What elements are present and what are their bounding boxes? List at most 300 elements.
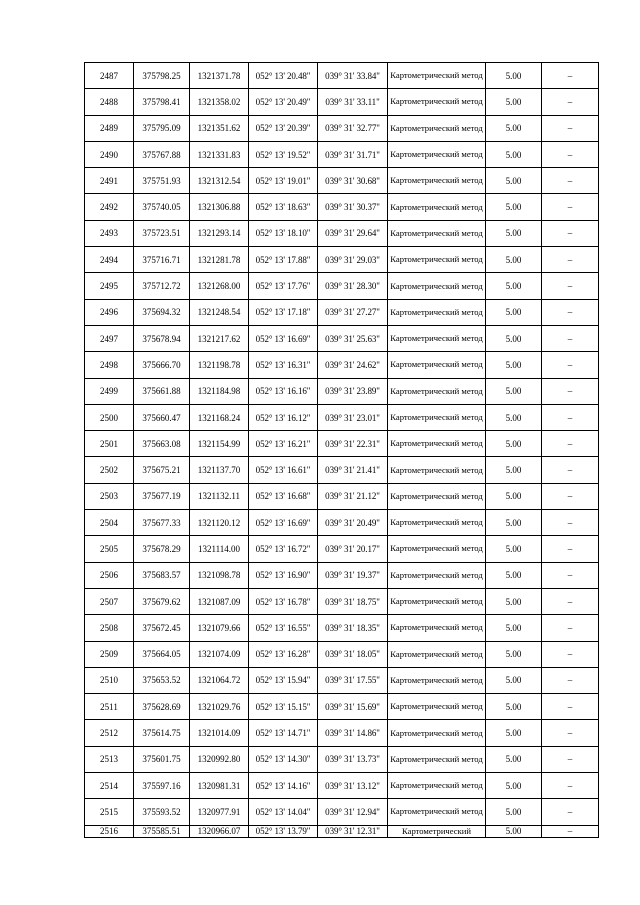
method-cell	[388, 325, 486, 351]
y-coordinate-cell: 1321168.24	[190, 404, 249, 430]
y-coordinate-cell: 1321014.09	[190, 720, 249, 746]
note-cell: –	[542, 299, 599, 325]
method-text: Картометрический метод	[390, 596, 483, 607]
x-coordinate-cell: 375653.52	[134, 667, 190, 693]
y-coordinate-cell: 1321114.00	[190, 536, 249, 562]
y-coordinate-cell: 1321074.09	[190, 641, 249, 667]
point-number-cell: 2492	[85, 194, 134, 220]
x-coordinate-cell: 375751.93	[134, 168, 190, 194]
longitude-cell: 039° 31' 15.69"	[318, 694, 388, 720]
longitude-cell: 039° 31' 19.37"	[318, 562, 388, 588]
point-number-cell: 2491	[85, 168, 134, 194]
method-cell	[388, 588, 486, 614]
table-row	[85, 220, 599, 246]
point-number-cell: 2504	[85, 510, 134, 536]
note-cell: –	[542, 615, 599, 641]
method-text: Картометрический метод	[390, 543, 483, 554]
x-coordinate-cell: 375795.09	[134, 115, 190, 141]
latitude-cell: 052° 13' 15.15"	[249, 694, 318, 720]
latitude-cell: 052° 13' 14.16"	[249, 773, 318, 799]
x-coordinate-cell: 375723.51	[134, 220, 190, 246]
longitude-cell: 039° 31' 14.86"	[318, 720, 388, 746]
table-row	[85, 694, 599, 720]
latitude-cell: 052° 13' 16.69"	[249, 325, 318, 351]
y-coordinate-cell: 1321079.66	[190, 615, 249, 641]
method-text: Картометрический метод	[390, 517, 483, 528]
point-number-cell: 2494	[85, 247, 134, 273]
note-cell: –	[542, 641, 599, 667]
table-row	[85, 404, 599, 430]
latitude-cell: 052° 13' 16.78"	[249, 588, 318, 614]
method-text: Картометрический метод	[390, 70, 483, 81]
note-cell: –	[542, 667, 599, 693]
point-number-cell: 2487	[85, 63, 134, 89]
table-row	[85, 194, 599, 220]
accuracy-cell: 5.00	[486, 89, 542, 115]
method-text: Картометрический метод	[390, 227, 483, 238]
method-text: Картометрический метод	[390, 149, 483, 160]
method-cell	[388, 220, 486, 246]
accuracy-cell: 5.00	[486, 536, 542, 562]
method-cell	[388, 273, 486, 299]
y-coordinate-cell: 1320992.80	[190, 746, 249, 772]
latitude-cell: 052° 13' 16.68"	[249, 483, 318, 509]
latitude-cell: 052° 13' 14.04"	[249, 799, 318, 825]
table-row	[85, 615, 599, 641]
y-coordinate-cell: 1321248.54	[190, 299, 249, 325]
latitude-cell: 052° 13' 19.01"	[249, 168, 318, 194]
method-text: Картометрический метод	[390, 333, 483, 344]
point-number-cell: 2500	[85, 404, 134, 430]
y-coordinate-cell: 1321351.62	[190, 115, 249, 141]
y-coordinate-cell: 1320966.07	[190, 825, 249, 837]
latitude-cell: 052° 13' 16.16"	[249, 378, 318, 404]
table-row	[85, 588, 599, 614]
accuracy-cell: 5.00	[486, 773, 542, 799]
method-cell	[388, 404, 486, 430]
method-text: Картометрический метод	[390, 464, 483, 475]
note-cell: –	[542, 536, 599, 562]
note-cell: –	[542, 825, 599, 837]
accuracy-cell: 5.00	[486, 720, 542, 746]
note-cell: –	[542, 194, 599, 220]
longitude-cell: 039° 31' 30.37"	[318, 194, 388, 220]
x-coordinate-cell: 375593.52	[134, 799, 190, 825]
accuracy-cell: 5.00	[486, 562, 542, 588]
method-cell	[388, 483, 486, 509]
accuracy-cell: 5.00	[486, 799, 542, 825]
note-cell: –	[542, 773, 599, 799]
latitude-cell: 052° 13' 20.49"	[249, 89, 318, 115]
longitude-cell: 039° 31' 33.11"	[318, 89, 388, 115]
method-text: Картометрический метод	[390, 385, 483, 396]
longitude-cell: 039° 31' 32.77"	[318, 115, 388, 141]
x-coordinate-cell: 375663.08	[134, 431, 190, 457]
longitude-cell: 039° 31' 23.89"	[318, 378, 388, 404]
x-coordinate-cell: 375628.69	[134, 694, 190, 720]
x-coordinate-cell: 375597.16	[134, 773, 190, 799]
y-coordinate-cell: 1321268.00	[190, 273, 249, 299]
method-cell	[388, 720, 486, 746]
y-coordinate-cell: 1321137.70	[190, 457, 249, 483]
latitude-cell: 052° 13' 13.79"	[249, 825, 318, 837]
note-cell: –	[542, 562, 599, 588]
latitude-cell: 052° 13' 16.72"	[249, 536, 318, 562]
method-text: Картометрический метод	[390, 727, 483, 738]
y-coordinate-cell: 1321120.12	[190, 510, 249, 536]
accuracy-cell: 5.00	[486, 378, 542, 404]
method-text: Картометрический метод	[390, 701, 483, 712]
method-cell	[388, 141, 486, 167]
y-coordinate-cell: 1320981.31	[190, 773, 249, 799]
method-text: Картометрический метод	[390, 569, 483, 580]
note-cell: –	[542, 720, 599, 746]
method-text: Картометрический метод	[390, 490, 483, 501]
accuracy-cell: 5.00	[486, 220, 542, 246]
method-cell	[388, 299, 486, 325]
table-row	[85, 562, 599, 588]
longitude-cell: 039° 31' 18.35"	[318, 615, 388, 641]
note-cell: –	[542, 115, 599, 141]
latitude-cell: 052° 13' 16.31"	[249, 352, 318, 378]
x-coordinate-cell: 375664.05	[134, 641, 190, 667]
x-coordinate-cell: 375677.19	[134, 483, 190, 509]
note-cell: –	[542, 378, 599, 404]
latitude-cell: 052° 13' 14.71"	[249, 720, 318, 746]
longitude-cell: 039° 31' 21.12"	[318, 483, 388, 509]
longitude-cell: 039° 31' 29.64"	[318, 220, 388, 246]
table-row	[85, 773, 599, 799]
method-text: Картометрический метод	[390, 806, 483, 817]
y-coordinate-cell: 1321306.88	[190, 194, 249, 220]
method-text: Картометрический метод	[390, 175, 483, 186]
latitude-cell: 052° 13' 16.90"	[249, 562, 318, 588]
method-cell	[388, 825, 486, 837]
method-text: Картометрический метод	[390, 780, 483, 791]
longitude-cell: 039° 31' 12.31"	[318, 825, 388, 837]
point-number-cell: 2496	[85, 299, 134, 325]
longitude-cell: 039° 31' 20.49"	[318, 510, 388, 536]
point-number-cell: 2488	[85, 89, 134, 115]
method-text: Картометрический метод	[390, 674, 483, 685]
y-coordinate-cell: 1321293.14	[190, 220, 249, 246]
table-row	[85, 720, 599, 746]
method-cell	[388, 378, 486, 404]
longitude-cell: 039° 31' 30.68"	[318, 168, 388, 194]
longitude-cell: 039° 31' 28.30"	[318, 273, 388, 299]
table-row	[85, 168, 599, 194]
method-text: Картометрический метод	[390, 412, 483, 422]
point-number-cell: 2506	[85, 562, 134, 588]
longitude-cell: 039° 31' 18.75"	[318, 588, 388, 614]
method-text: Картометрический метод	[390, 201, 483, 212]
latitude-cell: 052° 13' 19.52"	[249, 141, 318, 167]
latitude-cell: 052° 13' 16.69"	[249, 510, 318, 536]
point-number-cell: 2514	[85, 773, 134, 799]
x-coordinate-cell: 375601.75	[134, 746, 190, 772]
latitude-cell: 052° 13' 18.63"	[249, 194, 318, 220]
method-cell	[388, 89, 486, 115]
note-cell: –	[542, 431, 599, 457]
note-cell: –	[542, 352, 599, 378]
point-number-cell: 2498	[85, 352, 134, 378]
note-cell: –	[542, 457, 599, 483]
note-cell: –	[542, 404, 599, 430]
point-number-cell: 2499	[85, 378, 134, 404]
latitude-cell: 052° 13' 17.88"	[249, 247, 318, 273]
accuracy-cell: 5.00	[486, 615, 542, 641]
method-cell	[388, 510, 486, 536]
method-text: Картометрический метод	[390, 306, 483, 317]
point-number-cell: 2508	[85, 615, 134, 641]
x-coordinate-cell: 375660.47	[134, 404, 190, 430]
method-cell	[388, 694, 486, 720]
longitude-cell: 039° 31' 33.84"	[318, 63, 388, 89]
y-coordinate-cell: 1320977.91	[190, 799, 249, 825]
latitude-cell: 052° 13' 16.21"	[249, 431, 318, 457]
point-number-cell: 2505	[85, 536, 134, 562]
point-number-cell: 2513	[85, 746, 134, 772]
note-cell: –	[542, 325, 599, 351]
accuracy-cell: 5.00	[486, 457, 542, 483]
note-cell: –	[542, 746, 599, 772]
longitude-cell: 039° 31' 18.05"	[318, 641, 388, 667]
longitude-cell: 039° 31' 13.73"	[318, 746, 388, 772]
method-cell	[388, 536, 486, 562]
method-cell	[388, 799, 486, 825]
y-coordinate-cell: 1321281.78	[190, 247, 249, 273]
method-cell	[388, 773, 486, 799]
table-row	[85, 273, 599, 299]
note-cell: –	[542, 273, 599, 299]
table-row	[85, 63, 599, 89]
accuracy-cell: 5.00	[486, 352, 542, 378]
accuracy-cell: 5.00	[486, 194, 542, 220]
accuracy-cell: 5.00	[486, 115, 542, 141]
y-coordinate-cell: 1321029.76	[190, 694, 249, 720]
x-coordinate-cell: 375675.21	[134, 457, 190, 483]
accuracy-cell: 5.00	[486, 431, 542, 457]
x-coordinate-cell: 375740.05	[134, 194, 190, 220]
accuracy-cell: 5.00	[486, 63, 542, 89]
point-number-cell: 2503	[85, 483, 134, 509]
table-row	[85, 89, 599, 115]
x-coordinate-cell: 375678.29	[134, 536, 190, 562]
note-cell: –	[542, 694, 599, 720]
method-text: Картометрический метод	[390, 122, 483, 133]
point-number-cell: 2509	[85, 641, 134, 667]
point-number-cell: 2495	[85, 273, 134, 299]
method-cell	[388, 247, 486, 273]
note-cell: –	[542, 220, 599, 246]
point-number-cell: 2510	[85, 667, 134, 693]
method-cell	[388, 431, 486, 457]
method-text: Картометрический метод	[390, 622, 483, 633]
longitude-cell: 039° 31' 22.31"	[318, 431, 388, 457]
table-row	[85, 641, 599, 667]
accuracy-cell: 5.00	[486, 273, 542, 299]
latitude-cell: 052° 13' 20.48"	[249, 63, 318, 89]
y-coordinate-cell: 1321217.62	[190, 325, 249, 351]
x-coordinate-cell: 375677.33	[134, 510, 190, 536]
accuracy-cell: 5.00	[486, 168, 542, 194]
table-body	[85, 63, 599, 838]
note-cell: –	[542, 799, 599, 825]
longitude-cell: 039° 31' 27.27"	[318, 299, 388, 325]
table-row	[85, 667, 599, 693]
x-coordinate-cell: 375585.51	[134, 825, 190, 837]
accuracy-cell: 5.00	[486, 141, 542, 167]
accuracy-cell: 5.00	[486, 694, 542, 720]
table-row	[85, 510, 599, 536]
method-text: Картометрический метод	[390, 96, 483, 107]
longitude-cell: 039° 31' 31.71"	[318, 141, 388, 167]
accuracy-cell: 5.00	[486, 746, 542, 772]
longitude-cell: 039° 31' 25.63"	[318, 325, 388, 351]
y-coordinate-cell: 1321087.09	[190, 588, 249, 614]
y-coordinate-cell: 1321154.99	[190, 431, 249, 457]
note-cell: –	[542, 168, 599, 194]
x-coordinate-cell: 375694.32	[134, 299, 190, 325]
latitude-cell: 052° 13' 16.28"	[249, 641, 318, 667]
method-cell	[388, 352, 486, 378]
method-text: Картометрический метод	[390, 254, 483, 265]
point-number-cell: 2489	[85, 115, 134, 141]
longitude-cell: 039° 31' 17.55"	[318, 667, 388, 693]
y-coordinate-cell: 1321358.02	[190, 89, 249, 115]
table-row	[85, 141, 599, 167]
method-text: Картометрический метод	[390, 280, 483, 291]
longitude-cell: 039° 31' 29.03"	[318, 247, 388, 273]
x-coordinate-cell: 375678.94	[134, 325, 190, 351]
method-cell	[388, 562, 486, 588]
accuracy-cell: 5.00	[486, 510, 542, 536]
table-row	[85, 746, 599, 772]
longitude-cell: 039° 31' 13.12"	[318, 773, 388, 799]
note-cell: –	[542, 483, 599, 509]
method-cell	[388, 63, 486, 89]
method-text: Картометрический метод	[390, 438, 483, 449]
x-coordinate-cell: 375798.25	[134, 63, 190, 89]
method-text: Картометрический метод	[390, 648, 483, 659]
point-number-cell: 2512	[85, 720, 134, 746]
point-number-cell: 2501	[85, 431, 134, 457]
note-cell: –	[542, 63, 599, 89]
table-row	[85, 352, 599, 378]
point-number-cell: 2511	[85, 694, 134, 720]
y-coordinate-cell: 1321132.11	[190, 483, 249, 509]
latitude-cell: 052° 13' 16.55"	[249, 615, 318, 641]
table-row	[85, 431, 599, 457]
accuracy-cell: 5.00	[486, 325, 542, 351]
x-coordinate-cell: 375661.88	[134, 378, 190, 404]
table-row	[85, 536, 599, 562]
point-number-cell: 2490	[85, 141, 134, 167]
longitude-cell: 039° 31' 24.62"	[318, 352, 388, 378]
method-cell	[388, 641, 486, 667]
accuracy-cell: 5.00	[486, 825, 542, 837]
accuracy-cell: 5.00	[486, 404, 542, 430]
note-cell: –	[542, 510, 599, 536]
table-row	[85, 799, 599, 825]
y-coordinate-cell: 1321331.83	[190, 141, 249, 167]
accuracy-cell: 5.00	[486, 588, 542, 614]
table-row	[85, 825, 599, 837]
longitude-cell: 039° 31' 23.01"	[318, 404, 388, 430]
x-coordinate-cell: 375672.45	[134, 615, 190, 641]
y-coordinate-cell: 1321098.78	[190, 562, 249, 588]
method-cell	[388, 457, 486, 483]
table-row	[85, 483, 599, 509]
longitude-cell: 039° 31' 20.17"	[318, 536, 388, 562]
table-row	[85, 299, 599, 325]
table-row	[85, 457, 599, 483]
method-cell	[388, 168, 486, 194]
table-row	[85, 325, 599, 351]
y-coordinate-cell: 1321184.98	[190, 378, 249, 404]
method-cell	[388, 667, 486, 693]
latitude-cell: 052° 13' 20.39"	[249, 115, 318, 141]
x-coordinate-cell: 375666.70	[134, 352, 190, 378]
table-row	[85, 115, 599, 141]
method-text: Картометрический	[402, 825, 471, 836]
method-text: Картометрический метод	[390, 753, 483, 764]
x-coordinate-cell: 375798.41	[134, 89, 190, 115]
latitude-cell: 052° 13' 18.10"	[249, 220, 318, 246]
latitude-cell: 052° 13' 16.12"	[249, 404, 318, 430]
method-cell	[388, 746, 486, 772]
x-coordinate-cell: 375712.72	[134, 273, 190, 299]
accuracy-cell: 5.00	[486, 667, 542, 693]
accuracy-cell: 5.00	[486, 641, 542, 667]
accuracy-cell: 5.00	[486, 247, 542, 273]
note-cell: –	[542, 89, 599, 115]
point-number-cell: 2497	[85, 325, 134, 351]
point-number-cell: 2516	[85, 825, 134, 837]
latitude-cell: 052° 13' 16.61"	[249, 457, 318, 483]
latitude-cell: 052° 13' 15.94"	[249, 667, 318, 693]
y-coordinate-cell: 1321064.72	[190, 667, 249, 693]
latitude-cell: 052° 13' 17.18"	[249, 299, 318, 325]
note-cell: –	[542, 141, 599, 167]
x-coordinate-cell: 375614.75	[134, 720, 190, 746]
longitude-cell: 039° 31' 12.94"	[318, 799, 388, 825]
longitude-cell: 039° 31' 21.41"	[318, 457, 388, 483]
method-cell	[388, 615, 486, 641]
note-cell: –	[542, 588, 599, 614]
x-coordinate-cell: 375683.57	[134, 562, 190, 588]
method-cell	[388, 115, 486, 141]
x-coordinate-cell: 375679.62	[134, 588, 190, 614]
y-coordinate-cell: 1321312.54	[190, 168, 249, 194]
coordinates-table	[84, 62, 599, 838]
latitude-cell: 052° 13' 17.76"	[249, 273, 318, 299]
x-coordinate-cell: 375767.88	[134, 141, 190, 167]
x-coordinate-cell: 375716.71	[134, 247, 190, 273]
point-number-cell: 2507	[85, 588, 134, 614]
method-text: Картометрический метод	[390, 359, 483, 370]
point-number-cell: 2502	[85, 457, 134, 483]
latitude-cell: 052° 13' 14.30"	[249, 746, 318, 772]
table-row	[85, 378, 599, 404]
accuracy-cell: 5.00	[486, 299, 542, 325]
note-cell: –	[542, 247, 599, 273]
y-coordinate-cell: 1321198.78	[190, 352, 249, 378]
table-row	[85, 247, 599, 273]
y-coordinate-cell: 1321371.78	[190, 63, 249, 89]
point-number-cell: 2515	[85, 799, 134, 825]
method-cell	[388, 194, 486, 220]
